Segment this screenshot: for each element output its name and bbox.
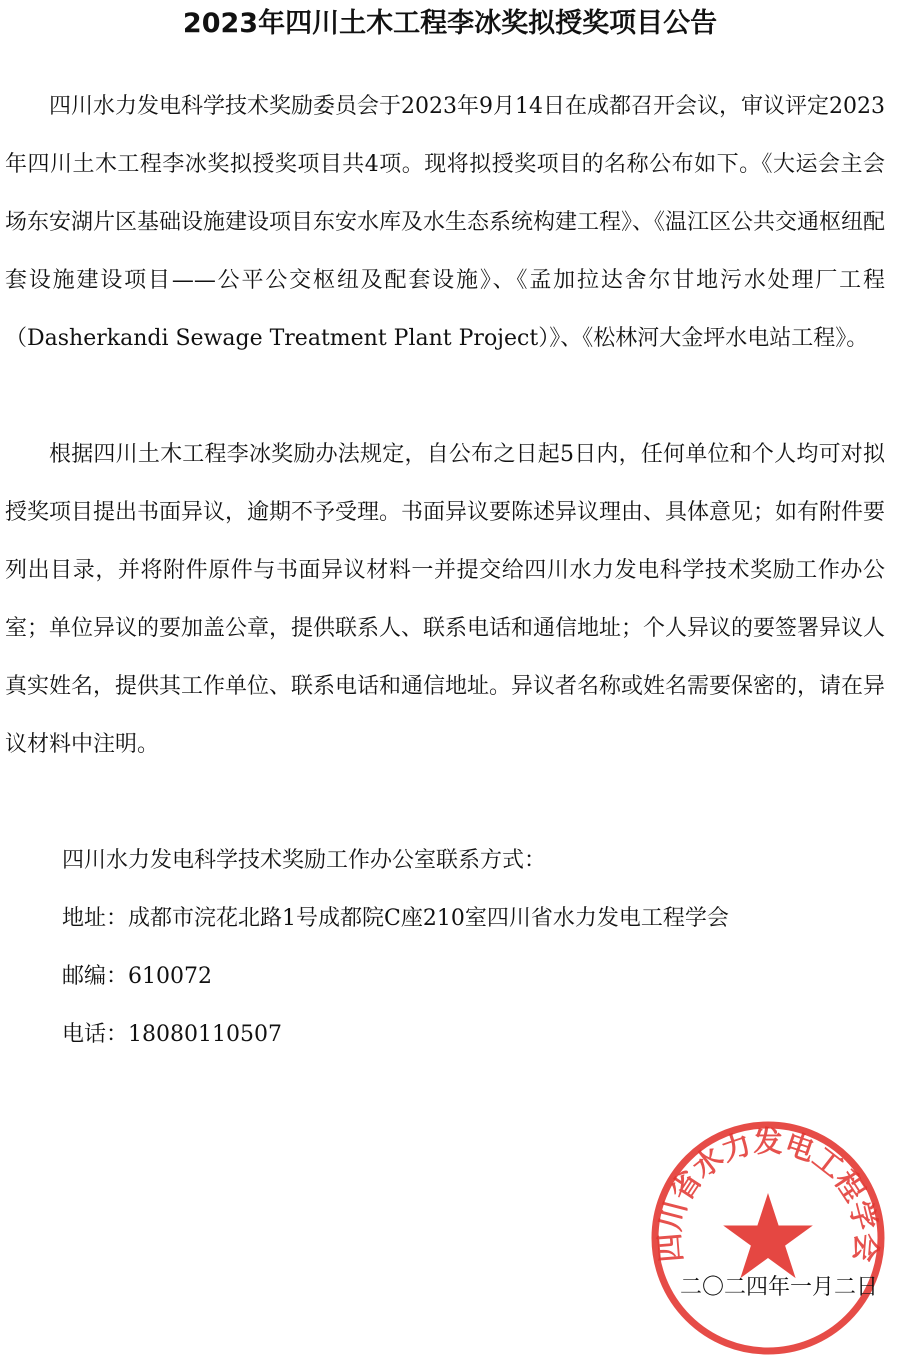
issue-date: 二〇二四年一月二日 (679, 1275, 878, 1300)
seal-text: 四川省水力发电工程学会 (652, 1124, 884, 1264)
seal-star-icon (723, 1193, 813, 1278)
official-seal-stamp (648, 1118, 888, 1358)
contact-postcode: 邮编：610072 (62, 964, 212, 989)
announcement-paragraph-1: 四川水力发电科学技术奖励委员会于2023年9月14日在成都召开会议，审议评定2023年四川土木工程李冰奖拟授奖项目共4项。现将拟授奖项目的名称公布如下。《大运会主会场东安湖片区基础设施建设项目东安水库及水生态系统构建工程》、《温江区公共交通枢纽配套设施建设项目——公平公交枢纽及配套设施》、《孟加拉达舍尔甘地污水处理厂工程（Dasherkandi Sewage Treatment Plant Project）》、《松林河大金坪水电站工程》。 (5, 94, 886, 351)
contact-phone: 电话：18080110507 (62, 1022, 282, 1047)
contact-heading: 四川水力发电科学技术奖励工作办公室联系方式： (62, 848, 547, 873)
announcement-paragraph-2: 根据四川土木工程李冰奖励办法规定，自公布之日起5日内，任何单位和个人均可对拟授奖项目提出书面异议，逾期不予受理。书面异议要陈述异议理由、具体意见；如有附件要列出目录，并将附件原件与书面异议材料一并提交给四川水力发电科学技术奖励工作办公室；单位异议的要加盖公章，提供联系人、联系电话和通信地址；个人异议的要签署异议人真实姓名，提供其工作单位、联系电话和通信地址。异议者名称或姓名需要保密的，请在异议材料中注明。 (5, 442, 886, 757)
contact-address: 地址：成都市浣花北路1号成都院C座210室四川省水力发电工程学会 (62, 906, 729, 931)
document-title: 2023年四川土木工程李冰奖拟授奖项目公告 (182, 8, 718, 39)
